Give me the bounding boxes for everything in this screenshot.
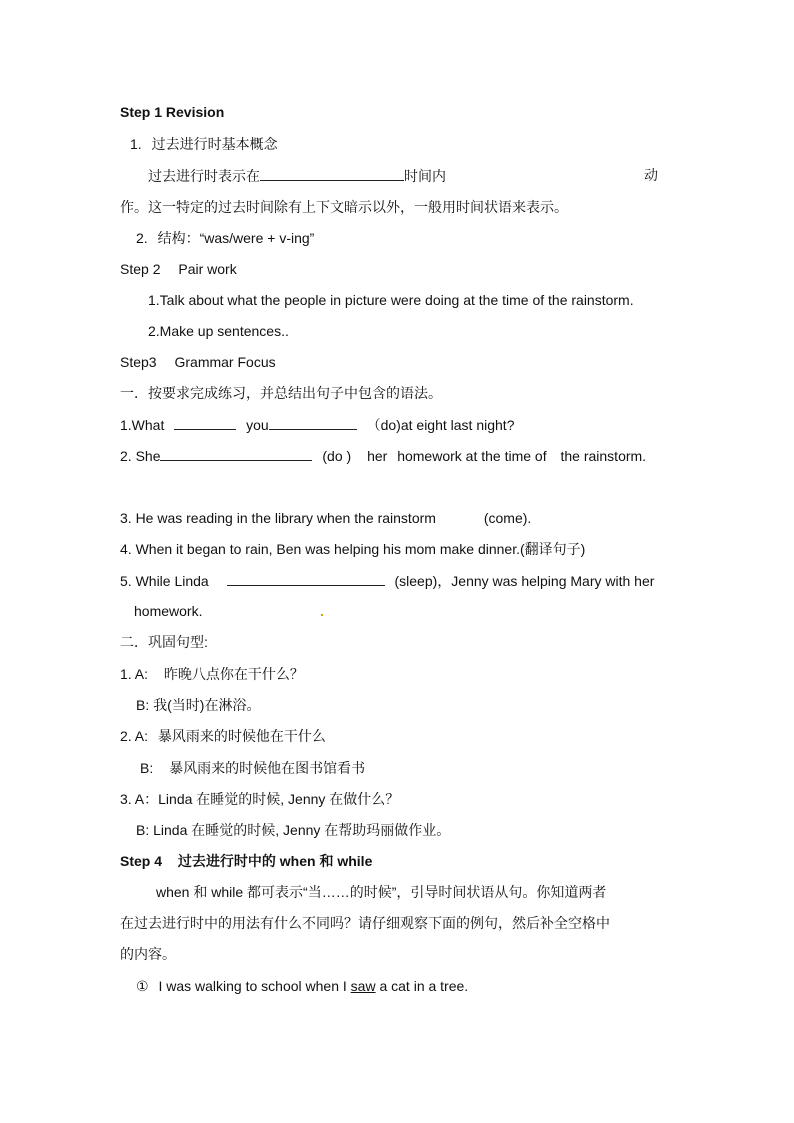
step4-para-line2: 在过去进行时中的用法有什么不同吗？请仔细观察下面的例句，然后补全空格中 [120,915,610,931]
question-2 [120,445,646,466]
step4-heading-label: Step 4 [120,853,163,869]
step3-heading-sub: Grammar Focus [174,354,276,370]
step3-heading [120,352,276,372]
q5-text-a: 5. While Linda [120,573,209,589]
definition-text-before: 过去进行时表示在 [148,168,260,184]
dialog-2-b [140,758,365,778]
step3-heading-label: Step3 [120,354,157,370]
step2-item1: 1.Talk about what the people in picture were doing at the time of the rainstorm. [148,292,634,308]
dialog-2-b-label: B: [140,760,154,776]
example-1-text-a: I was walking to school when I [158,978,347,994]
q2-text-a: 2. She [120,448,161,464]
q2-text-c: her [367,448,388,464]
q1-text-b: you [246,417,269,433]
dialog-2-a-label: 2. A: [120,728,149,744]
q5-continuation: homework. [134,603,203,619]
q5-text-b: (sleep)，Jenny was helping Mary with her [394,573,655,589]
step4-heading-sub: 过去进行时中的 when 和 while [177,853,373,869]
step4-para-line1: when 和 while 都可表示“当……的时候”，引导时间状语从句。你知道两者 [156,884,607,900]
dialog-2-b-text: 暴风雨来的时候他在图书馆看书 [169,760,366,776]
step2-item2: 2.Make up sentences.. [148,323,289,339]
stray-mark [321,614,323,616]
q1-blank-1[interactable] [174,414,236,430]
example-1 [136,976,468,996]
question-4: 4. When it began to rain, Ben was helping his mom make dinner.(翻译句子) [120,541,586,557]
q5-blank[interactable] [227,570,385,586]
step4-heading [120,851,372,871]
q2-blank[interactable] [160,445,312,461]
example-1-underlined-word: saw [350,978,376,994]
step1-item1-title: 过去进行时基本概念 [151,136,278,152]
question-5 [120,570,654,591]
q1-blank-2[interactable] [269,414,357,430]
step1-item1 [130,134,278,154]
example-1-number: ① [136,978,149,994]
question-3 [120,508,531,528]
dialog-2-a [120,726,326,746]
step4-para-line3: 的内容。 [120,946,176,962]
step1-heading: Step 1 Revision [120,104,225,120]
step1-item2-number: 2. [136,230,148,246]
q2-text-b: (do ) [322,448,352,464]
definition-text-end: 动 [644,167,658,183]
definition-text-middle: 时间内 [404,168,446,184]
q1-text-c: （do)at eight last night? [366,417,515,433]
dialog-1-b: B: 我(当时)在淋浴。 [136,697,261,713]
example-1-text-b: a cat in a tree. [379,978,469,994]
definition-line [148,165,446,186]
definition-blank[interactable] [260,165,404,181]
q1-text-a: 1.What [120,417,165,433]
dialog-1-a [120,664,304,684]
dialog-3-a: 3. A：Linda 在睡觉的时候, Jenny 在做什么？ [120,791,400,807]
step1-item2-text: 结构：“was/were + v-ing” [157,230,315,246]
step1-item1-number: 1. [130,136,142,152]
part2-title: 二．巩固句型: [120,634,208,650]
step2-heading-label: Step 2 [120,261,161,277]
step2-heading [120,259,237,279]
definition-continuation: 作。这一特定的过去时间除有上下文暗示以外，一般用时间状语来表示。 [120,199,568,215]
step2-heading-sub: Pair work [178,261,237,277]
dialog-3-b: B: Linda 在睡觉的时候, Jenny 在帮助玛丽做作业。 [136,822,451,838]
dialog-2-a-text: 暴风雨来的时候他在干什么 [157,728,326,744]
q2-text-e: the rainstorm. [560,448,647,464]
question-1 [120,414,514,435]
q3-text-b: (come). [483,510,532,526]
dialog-1-a-label: 1. A: [120,666,149,682]
part1-title: 一．按要求完成练习，并总结出句子中包含的语法。 [120,385,442,401]
q2-text-d: homework at the time of [397,448,547,464]
dialog-1-a-text: 昨晚八点你在干什么？ [163,666,304,682]
q3-text-a: 3. He was reading in the library when the rainstorm [120,510,436,526]
step1-item2 [136,228,314,248]
